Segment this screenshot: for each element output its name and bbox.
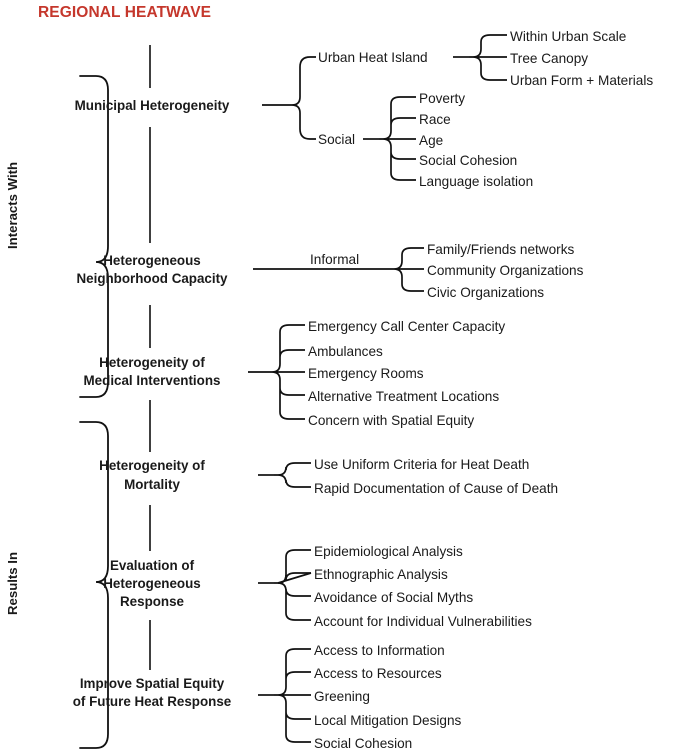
fork-evaluation bbox=[274, 550, 311, 620]
leaf-uniform-criteria: Use Uniform Criteria for Heat Death bbox=[314, 457, 530, 472]
leaf-urban-form-materials: Urban Form + Materials bbox=[510, 73, 654, 88]
leaf-avoidance-social-myths: Avoidance of Social Myths bbox=[314, 590, 474, 605]
fork-informal bbox=[390, 248, 424, 291]
leaf-access-to-resources: Access to Resources bbox=[314, 666, 442, 681]
leaf-local-mitigation-designs: Local Mitigation Designs bbox=[314, 713, 462, 728]
fork-municipal bbox=[288, 57, 316, 139]
leaf-rapid-documentation: Rapid Documentation of Cause of Death bbox=[314, 481, 559, 496]
main-node-medical-line2: Medical Interventions bbox=[83, 373, 221, 388]
leaf-account-individual-vulnerabilities: Account for Individual Vulnerabilities bbox=[314, 614, 532, 629]
main-node-mortality-line2: Mortality bbox=[124, 477, 180, 492]
leaf-alternative-treatment: Alternative Treatment Locations bbox=[308, 389, 500, 404]
leaf-ambulances: Ambulances bbox=[308, 344, 383, 359]
main-node-evaluation-line1: Evaluation of bbox=[109, 558, 195, 573]
brace-interacts-with bbox=[80, 76, 108, 397]
leaf-ethnographic-analysis: Ethnographic Analysis bbox=[314, 567, 448, 582]
main-node-mortality-line1: Heterogeneity of bbox=[99, 458, 205, 473]
main-node-municipal-heterogeneity: Municipal Heterogeneity bbox=[74, 98, 230, 113]
leaf-concern-spatial-equity: Concern with Spatial Equity bbox=[308, 413, 475, 428]
leaf-emergency-call-center: Emergency Call Center Capacity bbox=[308, 319, 506, 334]
main-node-neighborhood-capacity-line1: Heterogeneous bbox=[103, 253, 201, 268]
leaf-greening: Greening bbox=[314, 689, 370, 704]
main-node-equity-line2: of Future Heat Response bbox=[72, 694, 232, 709]
mid-node-social: Social bbox=[318, 132, 356, 147]
leaf-social-cohesion-1: Social Cohesion bbox=[419, 153, 518, 168]
mid-node-informal: Informal bbox=[310, 252, 360, 267]
leaf-race: Race bbox=[419, 112, 451, 127]
leaf-access-to-information: Access to Information bbox=[314, 643, 445, 658]
main-node-equity-line1: Improve Spatial Equity bbox=[79, 676, 225, 691]
main-node-evaluation-line2: Heterogeneous bbox=[103, 576, 201, 591]
leaf-age: Age bbox=[419, 133, 444, 148]
leaf-civic-organizations: Civic Organizations bbox=[427, 285, 545, 300]
fork-mortality bbox=[274, 463, 311, 487]
main-node-medical-line1: Heterogeneity of bbox=[99, 355, 205, 370]
page-title: REGIONAL HEATWAVE bbox=[38, 4, 212, 21]
leaf-community-organizations: Community Organizations bbox=[427, 263, 584, 278]
leaf-within-urban-scale: Within Urban Scale bbox=[510, 29, 627, 44]
leaf-language-isolation: Language isolation bbox=[419, 174, 534, 189]
leaf-emergency-rooms: Emergency Rooms bbox=[308, 366, 424, 381]
leaf-tree-canopy: Tree Canopy bbox=[510, 51, 589, 66]
leaf-social-cohesion-2: Social Cohesion bbox=[314, 736, 413, 751]
fork-medical bbox=[268, 325, 305, 419]
fork-uhi bbox=[469, 35, 507, 80]
fork-equity bbox=[274, 649, 311, 742]
leaf-epidemiological-analysis: Epidemiological Analysis bbox=[314, 544, 463, 559]
side-label-results-in: Results In bbox=[5, 551, 20, 615]
leaf-poverty: Poverty bbox=[419, 91, 466, 106]
mid-node-urban-heat-island: Urban Heat Island bbox=[318, 50, 428, 65]
leaf-family-friends-networks: Family/Friends networks bbox=[427, 242, 575, 257]
main-node-neighborhood-capacity-line2: Neighborhood Capacity bbox=[76, 271, 228, 286]
main-node-evaluation-line3: Response bbox=[120, 594, 184, 609]
side-label-interacts-with: Interacts With bbox=[5, 161, 20, 249]
fork-social bbox=[379, 97, 416, 180]
